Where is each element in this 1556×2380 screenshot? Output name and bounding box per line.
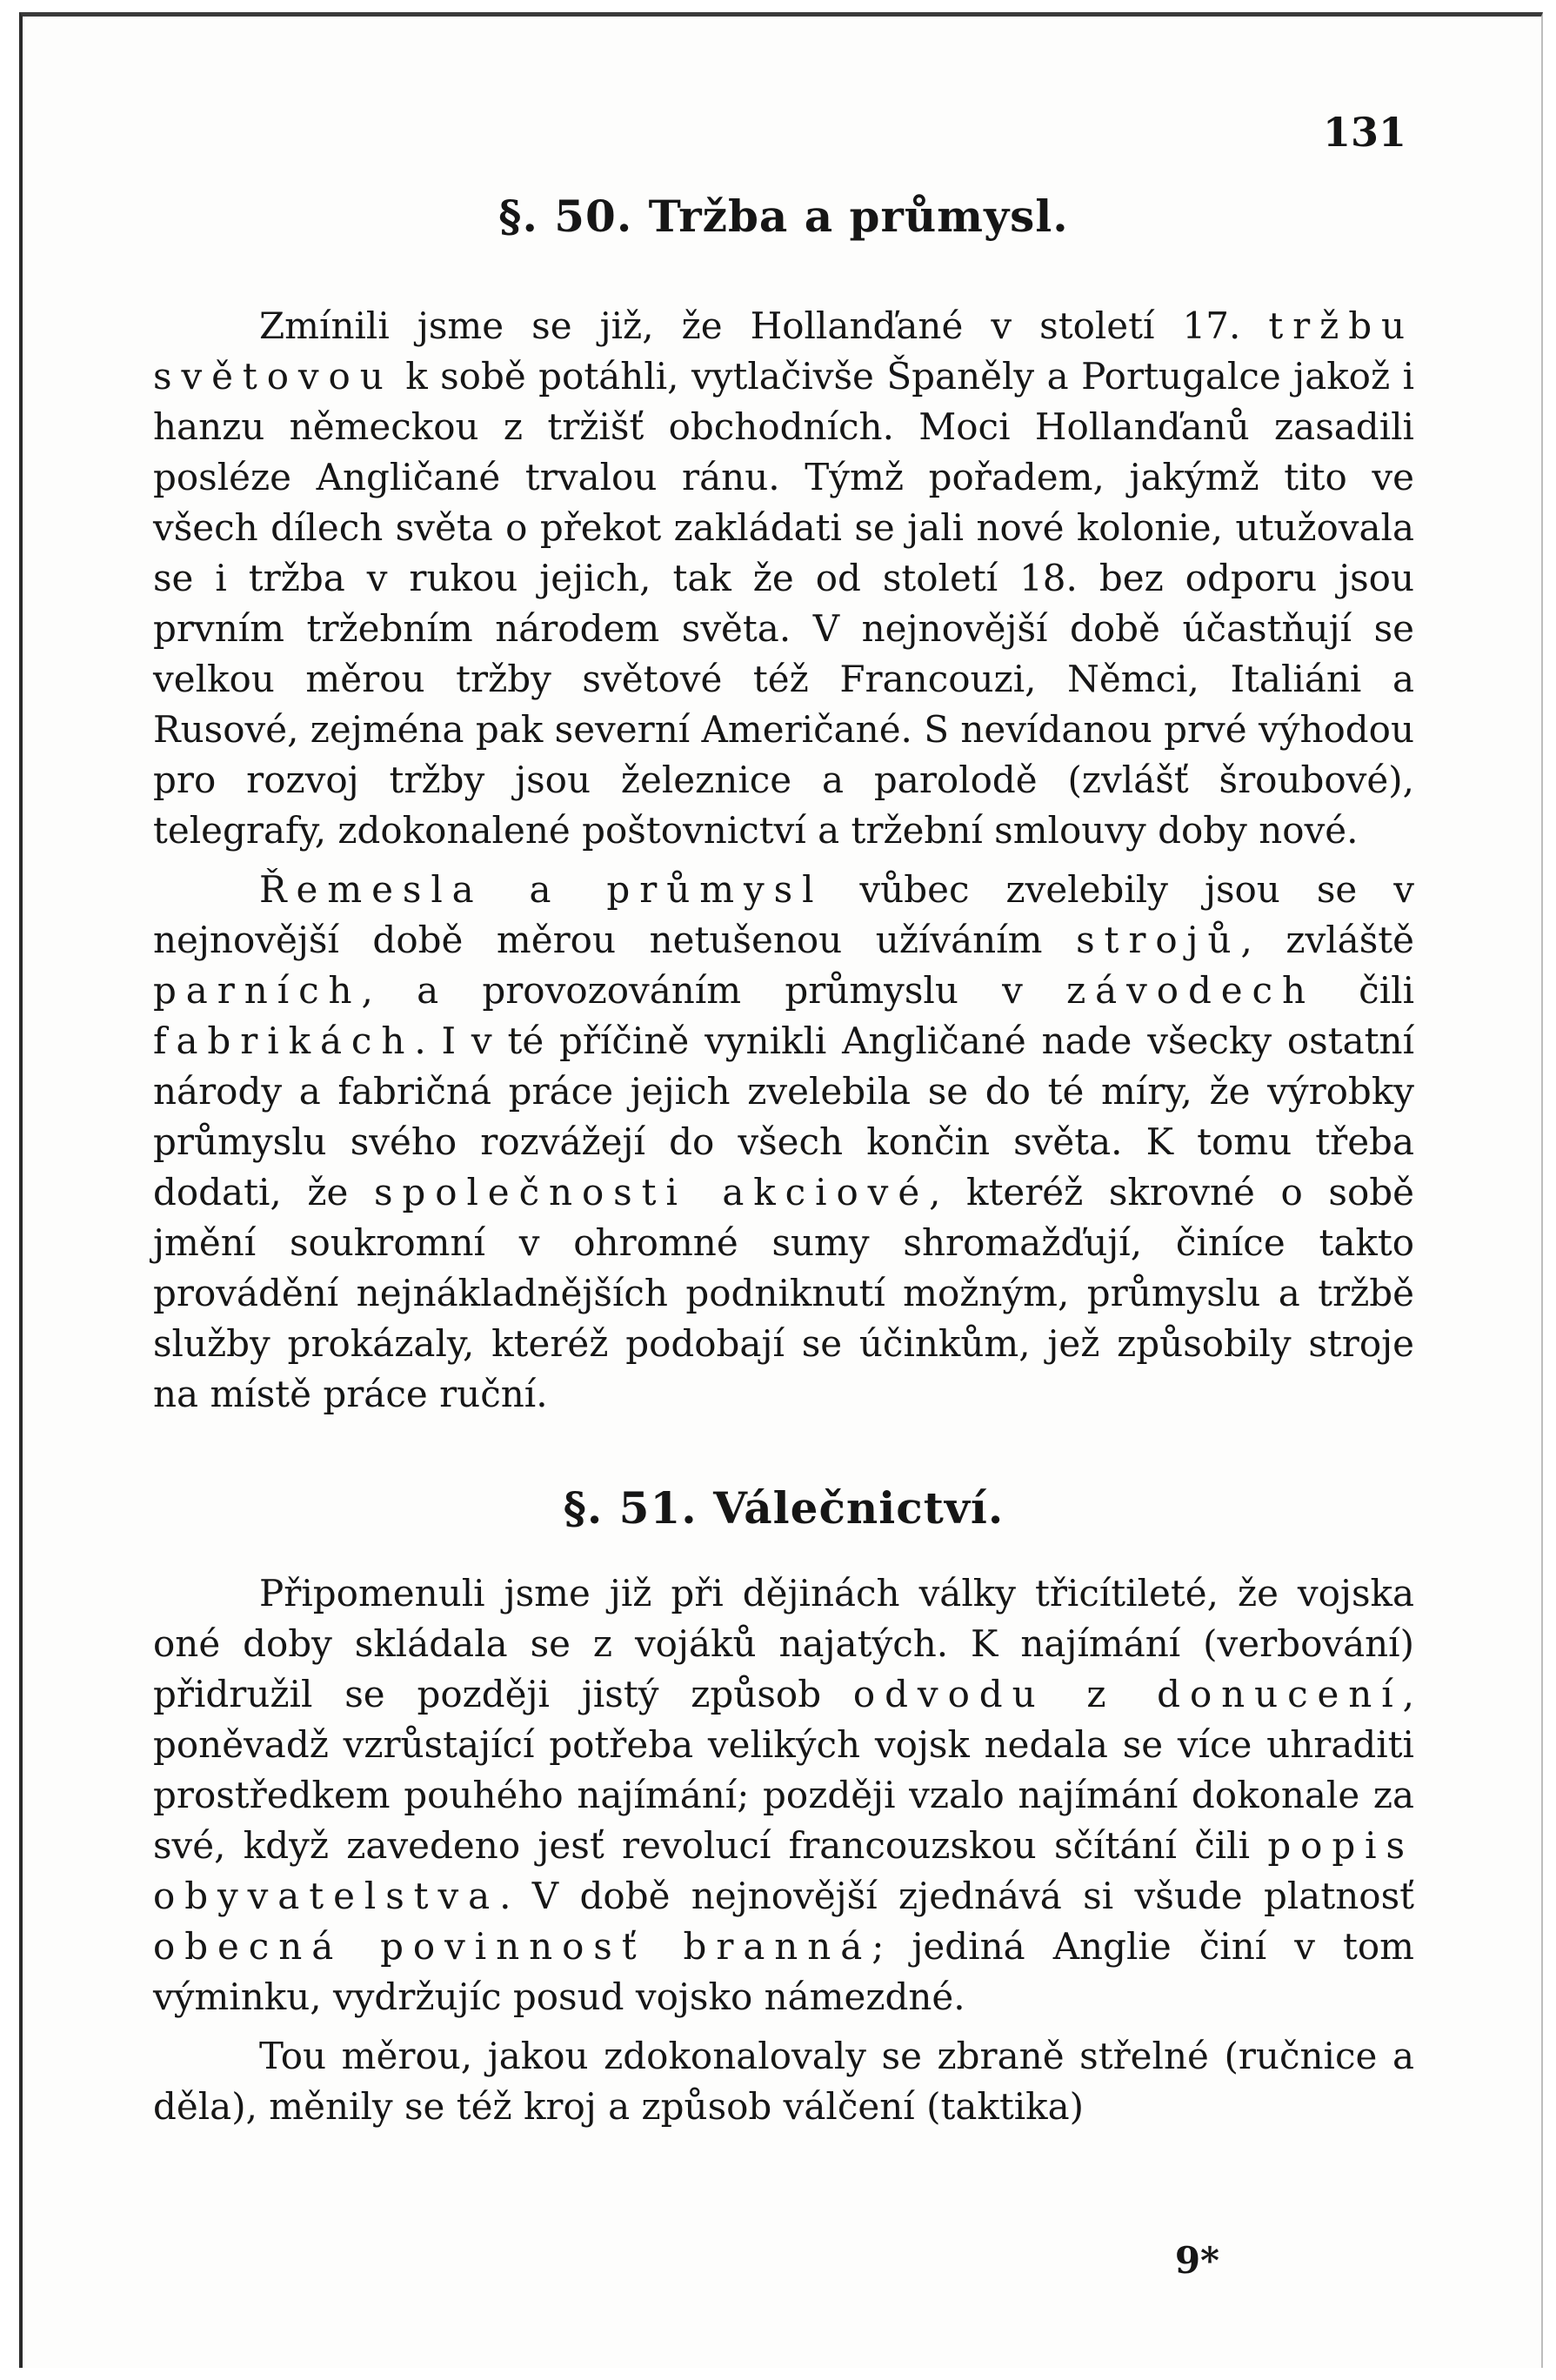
emphasized-term: tržbu světovou <box>153 304 1414 398</box>
paragraph-military-recruitment <box>153 1568 1414 2022</box>
paragraph-industry <box>153 865 1414 1420</box>
emphasized-term: popis obyvatelstva <box>153 1824 1414 1917</box>
emphasized-term: společnosti akciové <box>373 1171 930 1213</box>
signature-mark: 9* <box>1174 2239 1219 2282</box>
page-content <box>153 191 1414 2132</box>
emphasized-term: Řemesla a průmysl <box>259 868 824 911</box>
paragraph-weapons <box>153 2031 1414 2132</box>
book-page <box>19 12 1543 2368</box>
text-run: , poněvadž vzrůstající potřeba velikých vojsk nedala se více uhraditi prostředkem pouhého najímání; později vzalo najímání dokonale za své, když zavedeno jesť revolucí francouzskou sčítání čili <box>153 1673 1414 1867</box>
section-heading-51: §. 51. Válečnictví. <box>563 1482 1005 1534</box>
emphasized-term: obecná povinnosť branná <box>153 1925 872 1968</box>
text-run: , a provozováním průmyslu v <box>361 969 1067 1012</box>
text-run: ; jediná Anglie činí v tom výminku, vydržujíc posud vojsko námezdné. <box>153 1925 1414 2018</box>
text-run: . I v té příčině vynikli Angličané nade všecky ostatní národy a fabričná práce jejich zvelebila se do té míry, že výrobky průmyslu svého rozvážejí do všech končin světa. K tomu třeba dodati, že <box>153 1020 1414 1213</box>
text-run: . V době nejnovější zjednává si všude platnosť <box>499 1875 1414 1917</box>
emphasized-term: závodech <box>1066 969 1315 1012</box>
text-run: Připomenuli jsme již při dějinách války třicítileté, že vojska oné doby skládala se z vojáků najatých. K najímání (verbování) přidružil se později jistý způsob <box>153 1572 1414 1715</box>
emphasized-term: fabrikách <box>153 1020 415 1062</box>
section-heading-50: §. 50. Tržba a průmysl. <box>498 191 1069 242</box>
text-run: k sobě potáhli, vytlačivše Španěly a Portugalce jakož i hanzu německou z tržišť obchodních. Moci Hollanďanů zasadili posléze Angličané trvalou ránu. Týmž pořadem, jakýmž tito ve všech dílech světa o překot zakládati se jali nové kolonie, utužovala se i tržba v rukou jejich, tak že od století 18. bez odporu jsou prvním tržebním národem světa. V nejnovější době účastňují se velkou měrou tržby světové též Francouzi, Němci, Italiáni a Rusové, zejména pak severní Američané. S nevídanou prvé výhodou pro rozvoj tržby jsou železnice a parolodě (zvlášť šroubové), telegrafy, zdokonalené poštovnictví a tržební smlouvy doby nové. <box>153 355 1415 852</box>
page-number: 131 <box>1322 109 1406 156</box>
text-run: , kteréž skrovné o sobě jmění soukromní v ohromné sumy shromažďují, činíce takto provádění nejnákladnějších podniknutí možným, průmyslu a tržbě služby prokázaly, kteréž podobají se účinkům, jež způsobily stroje na místě práce ruční. <box>153 1171 1414 1415</box>
text-run: , zvláště <box>1240 919 1414 961</box>
text-run: čili <box>1314 969 1414 1012</box>
text-run: Tou měrou, jakou zdokonalovaly se zbraně střelné (ručnice a děla), měnily se též kroj a způsob válčení (taktika) <box>153 2035 1414 2128</box>
text-run: vůbec zvelebily jsou se v nejnovější době měrou netušenou užíváním <box>153 868 1414 961</box>
emphasized-term: parních <box>153 969 362 1012</box>
paragraph-trade <box>153 301 1414 856</box>
emphasized-term: strojů <box>1076 919 1241 961</box>
emphasized-term: odvodu z donucení <box>852 1673 1403 1715</box>
text-run: Zmínili jsme se již, že Hollanďané v století 17. <box>259 304 1269 347</box>
